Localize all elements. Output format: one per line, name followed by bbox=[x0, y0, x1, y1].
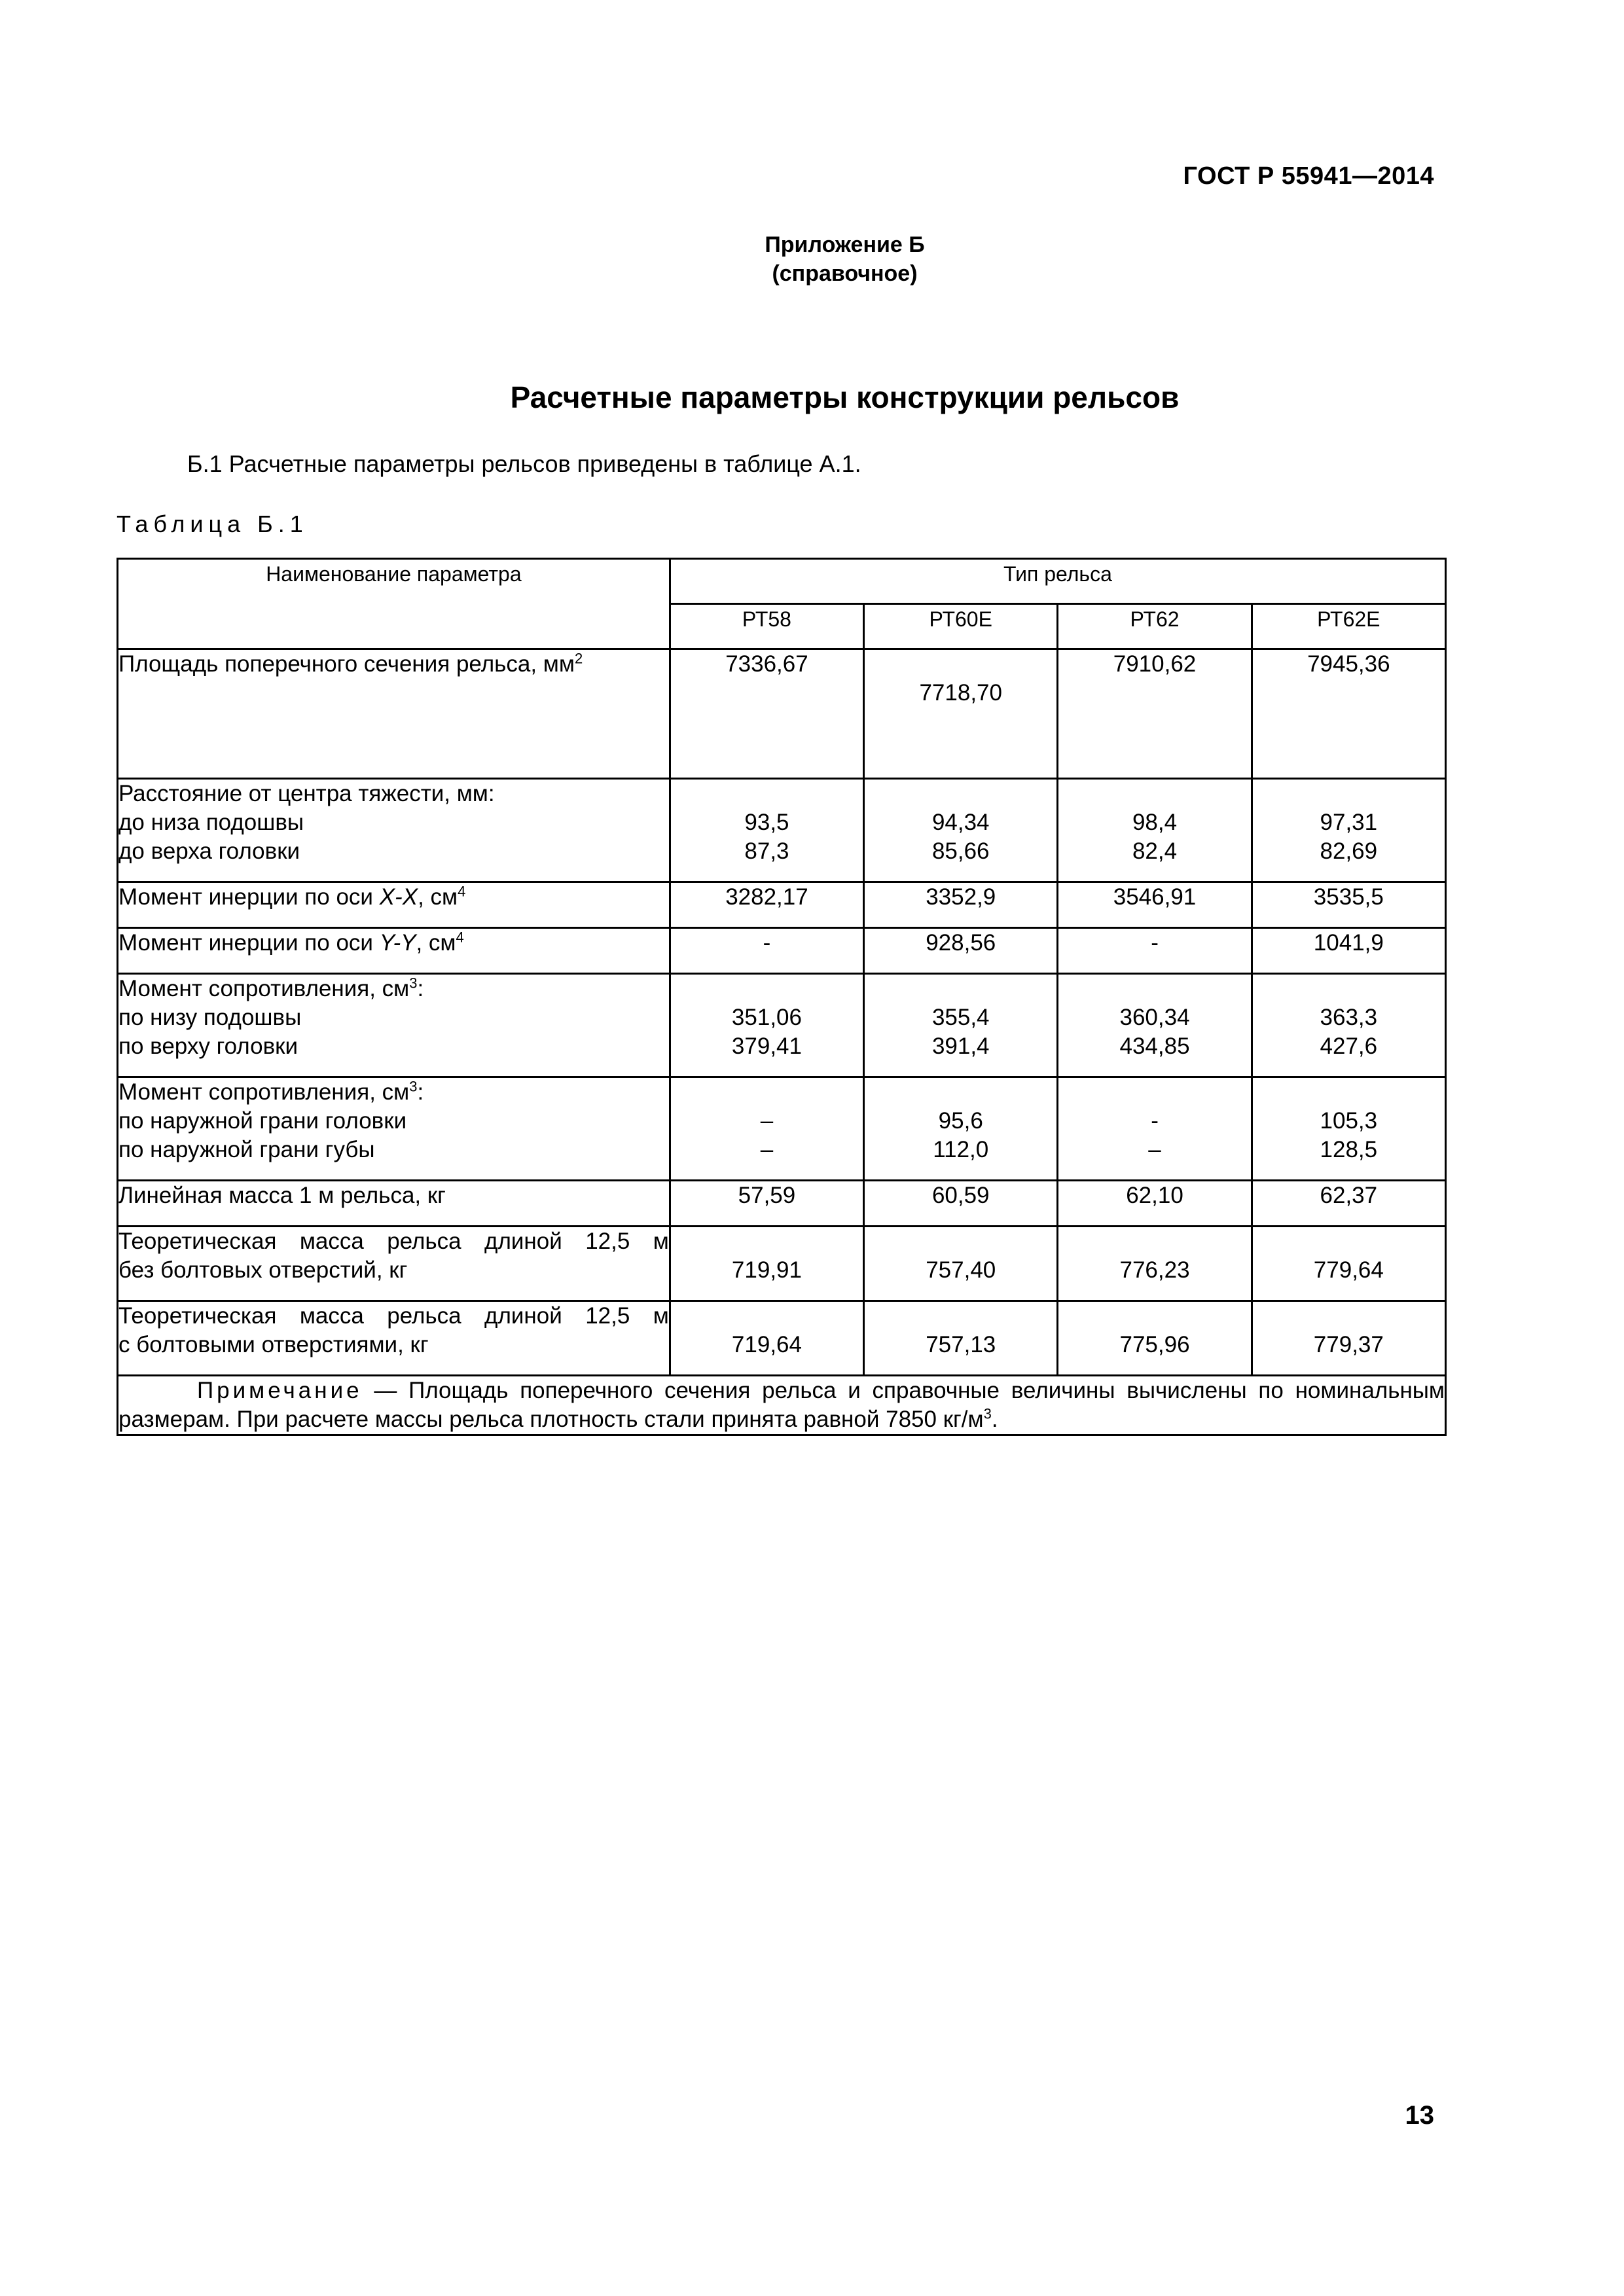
value-text: – bbox=[760, 1137, 774, 1162]
note-end: . bbox=[991, 1407, 998, 1432]
value-text: 776,23 bbox=[1119, 1257, 1190, 1283]
value-cell bbox=[864, 974, 1058, 1077]
table-row bbox=[118, 1227, 1446, 1301]
table-note-row bbox=[118, 1376, 1446, 1435]
note-text: — Площадь поперечного сечения рельса и справочные величины вычислены по номинальным размерам. При расчете массы рельса плотность стали принята равной 7850 кг/м bbox=[118, 1378, 1445, 1432]
value-cell bbox=[864, 882, 1058, 928]
value-cell bbox=[1252, 928, 1445, 974]
value-cell bbox=[864, 1077, 1058, 1181]
value-text: 112,0 bbox=[933, 1137, 989, 1162]
value-text: 94,34 bbox=[931, 810, 990, 835]
param-text: с болтовыми отверстиями, кг bbox=[118, 1332, 429, 1357]
value-cell bbox=[1058, 1077, 1252, 1181]
value-text: 3352,9 bbox=[926, 884, 996, 910]
value-cell bbox=[670, 1227, 863, 1301]
header-rail-type: Тип рельса bbox=[670, 559, 1445, 604]
param-text: Площадь поперечного сечения рельса, мм bbox=[118, 651, 575, 677]
param-axis: Y-Y bbox=[379, 930, 416, 956]
param-text: по наружной грани губы bbox=[118, 1137, 375, 1162]
param-text: по верху головки bbox=[118, 1033, 298, 1059]
value-text: - bbox=[1151, 1108, 1159, 1134]
page-number: 13 bbox=[1405, 2101, 1434, 2130]
value-text: 3535,5 bbox=[1313, 884, 1384, 910]
param-text: по низу подошвы bbox=[118, 1005, 302, 1030]
value-cell bbox=[1058, 649, 1252, 779]
value-text: 427,6 bbox=[1320, 1033, 1378, 1059]
value-text: 128,5 bbox=[1320, 1137, 1378, 1162]
value-cell bbox=[1252, 882, 1445, 928]
value-cell bbox=[670, 649, 863, 779]
table-caption: Таблица Б.1 bbox=[117, 511, 308, 537]
value-text: 434,85 bbox=[1119, 1033, 1190, 1059]
value-text: 82,4 bbox=[1132, 838, 1178, 864]
table-row bbox=[118, 974, 1446, 1077]
param-cell bbox=[118, 1181, 670, 1227]
value-text: 379,41 bbox=[731, 1033, 802, 1059]
value-text: – bbox=[1148, 1137, 1161, 1162]
value-cell bbox=[1058, 1301, 1252, 1376]
value-cell bbox=[670, 1181, 863, 1227]
param-text: , см bbox=[416, 930, 456, 956]
param-cell bbox=[118, 1077, 670, 1181]
value-text: 3282,17 bbox=[725, 884, 808, 910]
value-text: 928,56 bbox=[926, 930, 996, 956]
table-row bbox=[118, 779, 1446, 882]
param-sup: 3 bbox=[409, 1078, 418, 1095]
value-cell bbox=[1252, 649, 1445, 779]
note-sup: 3 bbox=[983, 1405, 992, 1422]
value-cell bbox=[670, 974, 863, 1077]
value-text: 87,3 bbox=[744, 838, 789, 864]
param-text: Теоретическая масса рельса длиной 12,5 м bbox=[118, 1303, 669, 1329]
param-text: Момент инерции по оси bbox=[118, 930, 380, 956]
param-sup: 4 bbox=[456, 929, 464, 946]
table-row bbox=[118, 928, 1446, 974]
value-cell bbox=[1252, 779, 1445, 882]
param-cell bbox=[118, 1301, 670, 1376]
value-text: - bbox=[763, 930, 771, 956]
param-cell bbox=[118, 1227, 670, 1301]
param-cell bbox=[118, 928, 670, 974]
header-type-rt60e: РТ60Е bbox=[864, 604, 1058, 649]
value-cell bbox=[864, 1181, 1058, 1227]
value-text: 62,37 bbox=[1320, 1183, 1378, 1208]
value-cell bbox=[1058, 1227, 1252, 1301]
param-axis: X-X bbox=[379, 884, 418, 910]
value-text: 719,64 bbox=[731, 1332, 802, 1357]
value-text: 355,4 bbox=[931, 1005, 990, 1030]
header-type-rt62: РТ62 bbox=[1058, 604, 1252, 649]
param-text: Момент сопротивления, см bbox=[118, 976, 410, 1001]
value-cell bbox=[1252, 974, 1445, 1077]
param-text: Линейная масса 1 м рельса, кг bbox=[118, 1183, 446, 1208]
value-cell bbox=[670, 928, 863, 974]
value-cell bbox=[864, 779, 1058, 882]
value-cell bbox=[1058, 928, 1252, 974]
table-row bbox=[118, 649, 1446, 779]
value-text: 775,96 bbox=[1119, 1332, 1190, 1357]
value-text: 7718,70 bbox=[919, 680, 1002, 706]
header-type-rt58: РТ58 bbox=[670, 604, 863, 649]
appendix-subtitle: (справочное) bbox=[772, 261, 918, 286]
value-text: 95,6 bbox=[938, 1108, 983, 1134]
table-row bbox=[118, 1181, 1446, 1227]
param-text: Момент инерции по оси bbox=[118, 884, 380, 910]
param-text: Теоретическая масса рельса длиной 12,5 м bbox=[118, 1229, 669, 1254]
param-cell bbox=[118, 974, 670, 1077]
value-text: 82,69 bbox=[1320, 838, 1378, 864]
value-text: 757,13 bbox=[926, 1332, 996, 1357]
value-cell bbox=[1058, 779, 1252, 882]
value-text: 757,40 bbox=[926, 1257, 996, 1283]
value-cell bbox=[864, 649, 1058, 779]
value-text: 351,06 bbox=[731, 1005, 802, 1030]
param-text: : bbox=[417, 976, 424, 1001]
table-row bbox=[118, 1077, 1446, 1181]
table-row bbox=[118, 882, 1446, 928]
value-text: 105,3 bbox=[1320, 1108, 1378, 1134]
value-text: 363,3 bbox=[1320, 1005, 1378, 1030]
value-cell bbox=[670, 1077, 863, 1181]
value-cell bbox=[670, 779, 863, 882]
value-cell bbox=[864, 1301, 1058, 1376]
param-sup: 3 bbox=[409, 975, 418, 992]
param-text: , см bbox=[418, 884, 458, 910]
value-text: 97,31 bbox=[1320, 810, 1378, 835]
value-text: 60,59 bbox=[931, 1183, 990, 1208]
param-cell bbox=[118, 779, 670, 882]
value-text: 360,34 bbox=[1119, 1005, 1190, 1030]
table-note bbox=[118, 1376, 1446, 1435]
value-text: 7945,36 bbox=[1307, 651, 1390, 677]
param-cell bbox=[118, 882, 670, 928]
rail-parameters-table bbox=[117, 558, 1447, 1436]
value-cell bbox=[1058, 974, 1252, 1077]
value-cell bbox=[1252, 1077, 1445, 1181]
param-text: : bbox=[417, 1079, 424, 1105]
value-text: – bbox=[760, 1108, 774, 1134]
param-text: по наружной грани головки bbox=[118, 1108, 407, 1134]
value-cell bbox=[670, 882, 863, 928]
param-text: Расстояние от центра тяжести, мм: bbox=[118, 781, 495, 806]
param-sup: 4 bbox=[458, 883, 466, 900]
param-text: до верха головки bbox=[118, 838, 300, 864]
standard-code: ГОСТ Р 55941—2014 bbox=[1183, 162, 1434, 190]
appendix-heading bbox=[0, 230, 1624, 288]
page-title: Расчетные параметры конструкции рельсов bbox=[510, 380, 1180, 414]
value-cell bbox=[864, 928, 1058, 974]
value-text: 1041,9 bbox=[1313, 930, 1384, 956]
value-text: 7910,62 bbox=[1113, 651, 1197, 677]
value-cell bbox=[1252, 1181, 1445, 1227]
value-text: 391,4 bbox=[931, 1033, 990, 1059]
value-text: 779,37 bbox=[1313, 1332, 1384, 1357]
value-text: 57,59 bbox=[738, 1183, 796, 1208]
appendix-title: Приложение Б bbox=[765, 232, 925, 257]
param-text: без болтовых отверстий, кг bbox=[118, 1257, 408, 1283]
value-cell bbox=[1252, 1301, 1445, 1376]
note-label: Примечание bbox=[197, 1378, 363, 1403]
param-cell bbox=[118, 649, 670, 779]
param-sup: 2 bbox=[574, 650, 583, 667]
value-text: 7336,67 bbox=[725, 651, 808, 677]
value-text: 85,66 bbox=[931, 838, 990, 864]
param-text: до низа подошвы bbox=[118, 810, 304, 835]
header-param-name: Наименование параметра bbox=[118, 559, 670, 649]
value-text: - bbox=[1151, 930, 1159, 956]
value-text: 779,64 bbox=[1313, 1257, 1384, 1283]
table-row bbox=[118, 1301, 1446, 1376]
value-text: 62,10 bbox=[1126, 1183, 1183, 1208]
header-type-rt62e: РТ62Е bbox=[1252, 604, 1445, 649]
param-text: Момент сопротивления, см bbox=[118, 1079, 410, 1105]
value-text: 98,4 bbox=[1132, 810, 1178, 835]
value-cell bbox=[864, 1227, 1058, 1301]
value-text: 3546,91 bbox=[1113, 884, 1197, 910]
value-cell bbox=[670, 1301, 863, 1376]
value-text: 719,91 bbox=[731, 1257, 802, 1283]
value-text: 93,5 bbox=[744, 810, 789, 835]
value-cell bbox=[1058, 1181, 1252, 1227]
intro-paragraph: Б.1 Расчетные параметры рельсов приведены в таблице А.1. bbox=[187, 450, 861, 477]
value-cell bbox=[1252, 1227, 1445, 1301]
table-header-row bbox=[118, 559, 1446, 604]
value-cell bbox=[1058, 882, 1252, 928]
